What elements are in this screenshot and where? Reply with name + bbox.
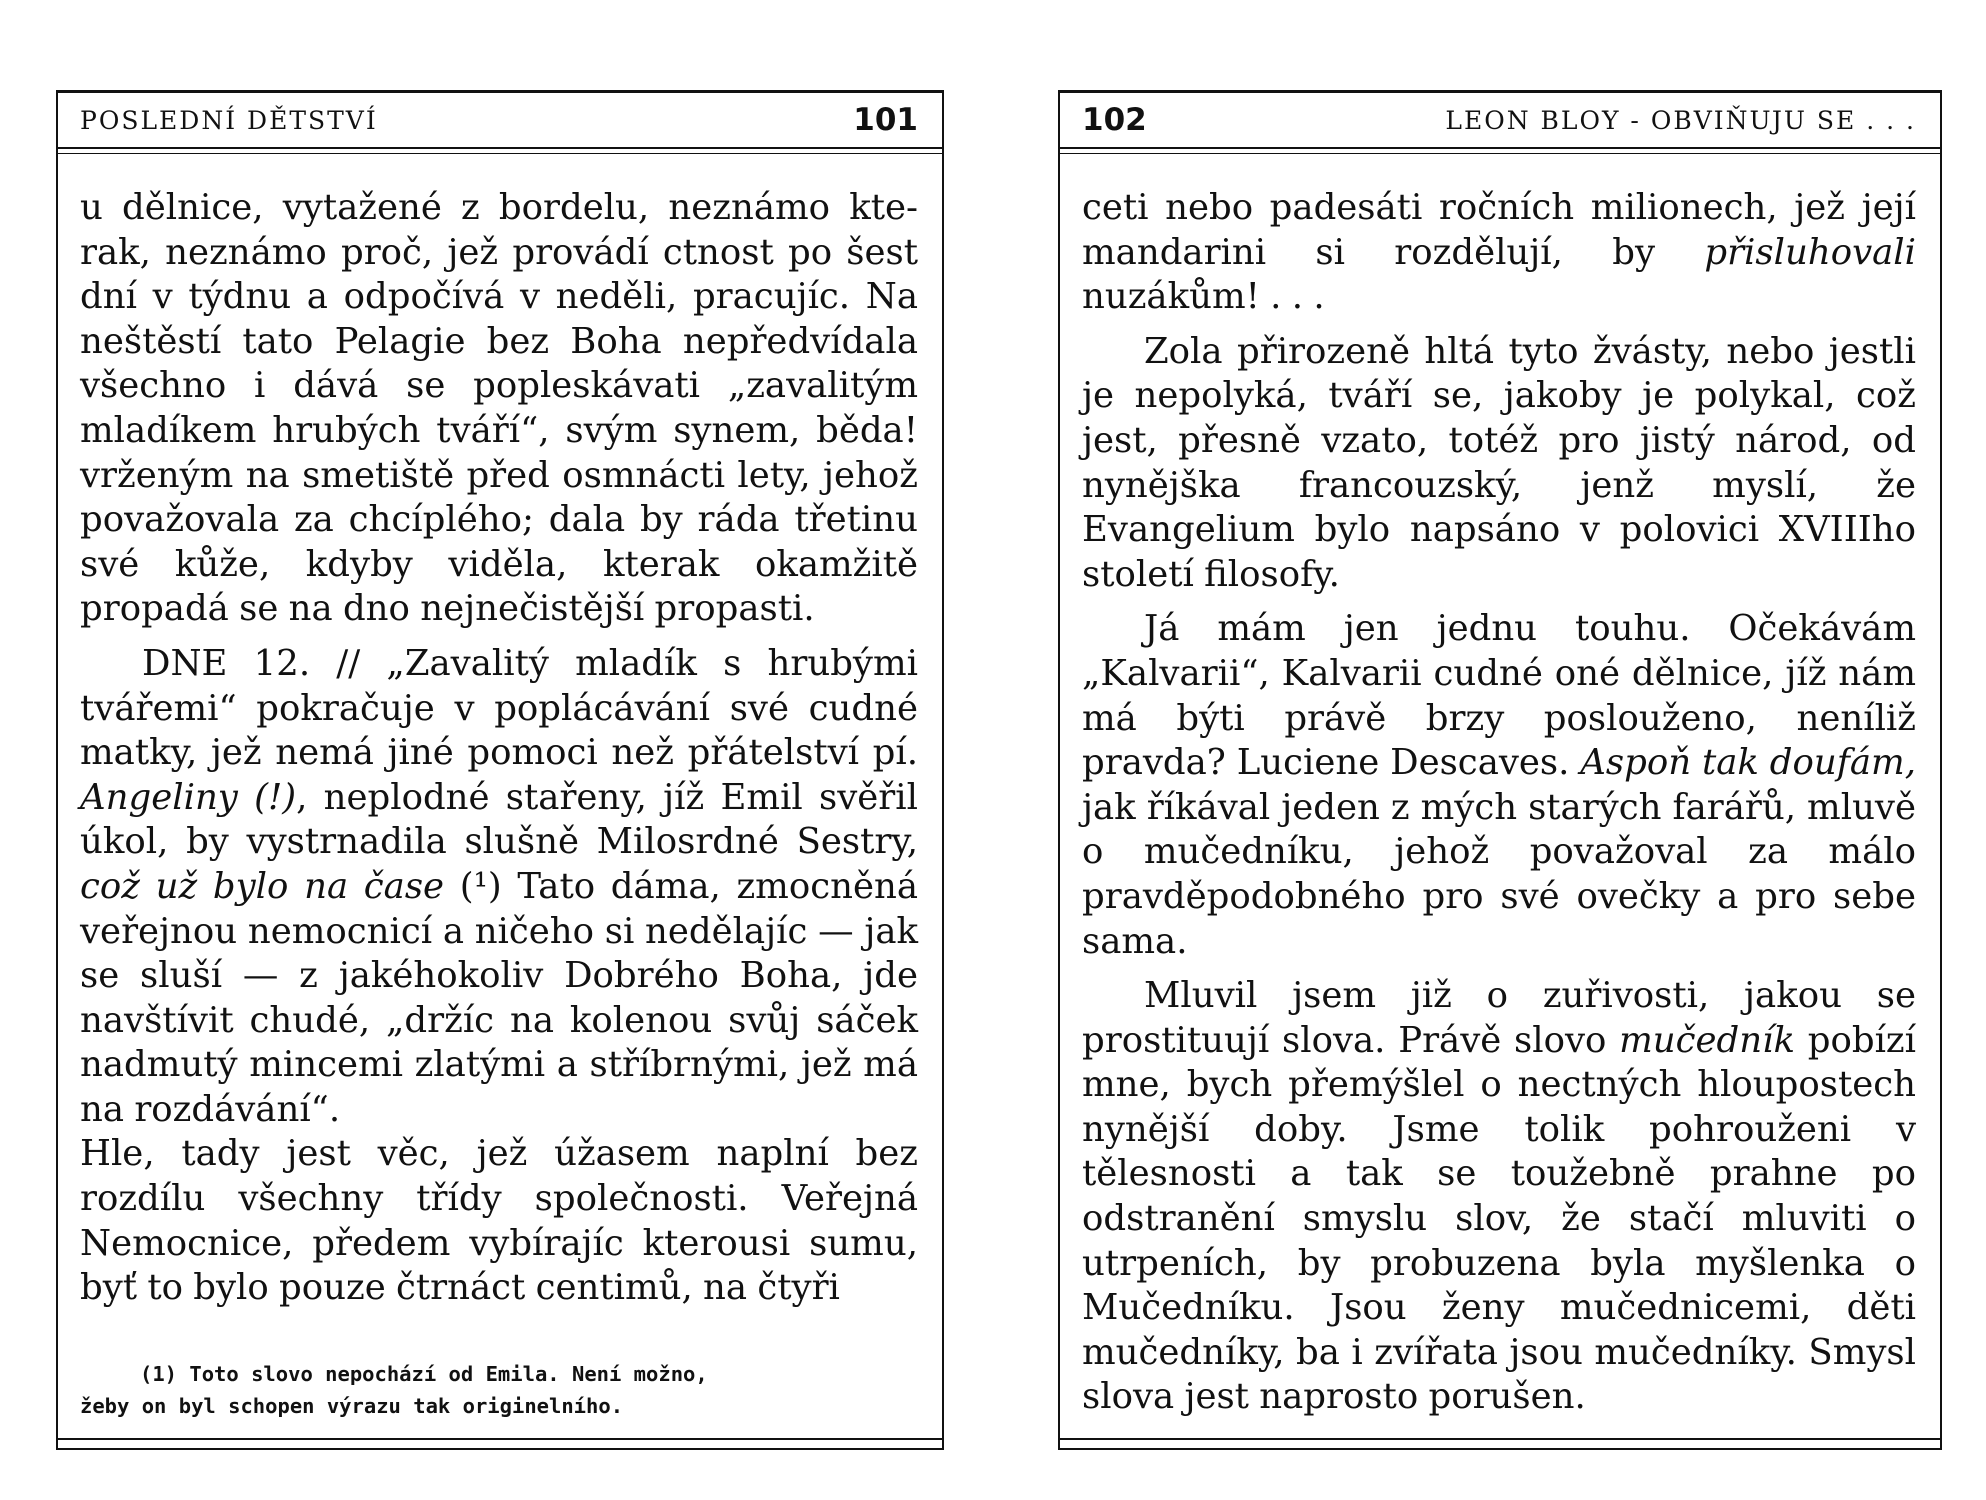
- page-number: 102: [1082, 102, 1147, 138]
- left-page-header: [58, 90, 942, 136]
- running-title: POSLEDNÍ DĚTSTVÍ: [80, 106, 378, 135]
- paragraph: u dělnice, vytažené z bordelu, neznámo kterak, neznámo proč, jež provádí ctnost po šest dní v týdnu a odpočívá v neděli, pracujíc. Na neštěstí tato Pelagie bez Boha nepředvídala všechno i dává se popleskávati „zavalitým mladíkem hrubých tváří“, svým synem, běda! vrženým na smetiště před osmnácti lety, jehož považovala za chcíplého; dala by ráda třetinu své kůže, kdyby viděla, kterak okamžitě propadá se na dno nejnečistější propasti.: [80, 187, 918, 630]
- running-title: LEON BLOY - OBVIŇUJU SE . . .: [1445, 106, 1916, 135]
- footnote: (1) Toto slovo nepochází od Emila. Není možno, žeby on byl schopen výrazu tak originelního.: [80, 1362, 708, 1418]
- right-page-body: [1082, 186, 1916, 1430]
- bottom-rule: [1060, 1438, 1940, 1450]
- left-page: [56, 90, 944, 1450]
- left-page-body: [80, 186, 918, 1321]
- paragraph: Zola přirozeně hltá tyto žvásty, nebo jestli je nepolyká, tváří se, jakoby je polykal, což jest, přesně vzato, totéž pro jistý národ, od nynějška francouzský, jenž myslí, že Evangelium bylo napsáno v polovici XVIIIho století filosofy.: [1082, 330, 1916, 595]
- paragraph: Hle, tady jest věc, jež úžasem naplní bez rozdílu všechny třídy společnosti. Veřejná Nemocnice, předem vybírajíc kterousi sumu, byť to bylo pouze čtrnáct centimů, na čtyři: [80, 1133, 918, 1309]
- right-page: [1058, 90, 1942, 1450]
- bottom-rule: [58, 1438, 942, 1450]
- paragraph: ceti nebo padesáti ročních milionech, jež její mandarini si rozdělují, by přisluhovali nuzákům! . . .: [1082, 187, 1916, 318]
- paragraph: Já mám jen jednu touhu. Očekávám „Kalvarii“, Kalvarii cudné oné dělnice, jíž nám má býti právě brzy poslouženo, neníliž pravda? Luciene Descaves. Aspoň tak doufám, jak říkával jeden z mých starých farářů, mluvě o mučedníku, jehož považoval za málo pravděpodobného pro své ovečky a pro sebe sama.: [1082, 608, 1916, 962]
- page-number: 101: [853, 102, 918, 138]
- right-page-header: [1060, 90, 1940, 136]
- paragraph: Mluvil jsem již o zuřivosti, jakou se prostituují slova. Právě slovo mučedník pobízí mne, bych přemýšlel o nectných hloupostech nynější doby. Jsme tolik pohrouženi v tělesnosti a tak se toužebně prahne po odstranění smyslu slov, že stačí mluviti o utrpeních, by probuzena byla myšlenka o Mučedníku. Jsou ženy mučednicemi, děti mučedníky, ba i zvířata jsou mučedníky. Smysl slova jest naprosto porušen.: [1082, 975, 1916, 1418]
- paragraph: DNE 12. // „Zavalitý mladík s hrubými tvářemi“ pokračuje v poplácávání své cudné matky, jež nemá jiné pomoci než přátelství pí. Angeliny (!), neplodné stařeny, jíž Emil svěřil úkol, by vystrnadila slušně Milosrdné Sestry, což už bylo na čase (¹) Tato dáma, zmocněná veřejnou nemocnicí a ničeho si nedělajíc — jak se sluší — z jakéhokoliv Dobrého Boha, jde navštívit chudé, „držíc na kolenou svůj sáček nadmutý mincemi zlatými a stříbrnými, jež má na rozdávání“.: [80, 642, 918, 1130]
